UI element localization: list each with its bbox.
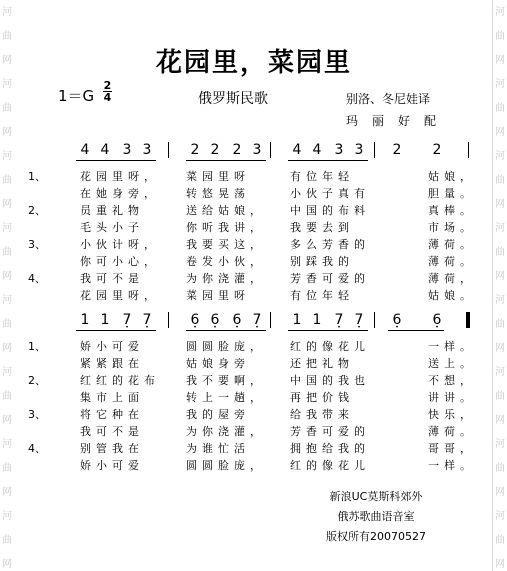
- beam-underline: [288, 160, 368, 161]
- lyric-segment: 我不要啊，: [186, 374, 266, 387]
- lyric-segment: 我要买这，: [186, 238, 266, 251]
- lyric-segment: 你听我讲，: [186, 221, 266, 234]
- lyric-segment: 一样。: [428, 340, 476, 353]
- note: 7 •: [250, 312, 264, 328]
- lyric-segment: 拥抱给我的: [290, 442, 370, 455]
- note: 6 •: [430, 312, 444, 328]
- verse-number: 3、: [28, 408, 46, 421]
- beam-underline: [186, 330, 266, 331]
- watermark-glyph: 网: [495, 55, 505, 66]
- lyric-segment: 真棒。: [428, 204, 476, 217]
- lyric-segment: 红的像花儿: [290, 340, 370, 353]
- watermark-glyph: 网: [2, 559, 12, 570]
- note: 3: [334, 142, 344, 158]
- lyric-segment: 送给姑娘，: [186, 204, 266, 217]
- lyric-segment: 讲讲。: [428, 391, 476, 404]
- watermark-glyph: 曲: [2, 103, 12, 114]
- watermark-glyph: 河: [2, 439, 12, 450]
- lyric-segment: 市场。: [428, 221, 476, 234]
- watermark-glyph: 曲: [495, 103, 505, 114]
- lyric-segment: 卷发小伙，: [186, 255, 266, 268]
- lyric-segment: 将它种在: [80, 408, 144, 421]
- lyric-segment: 转上一趟，: [186, 391, 266, 404]
- lyric-segment: 为你浇灌，: [186, 425, 266, 438]
- watermark-glyph: 网: [2, 127, 12, 138]
- watermark-glyph: 河: [2, 7, 12, 18]
- lyric-segment: 姑娘，: [428, 170, 476, 183]
- footer-line-3: 版权所有20070527: [326, 530, 426, 543]
- lyric-segment: 花园里呀，: [80, 289, 160, 302]
- note: 2: [232, 142, 242, 158]
- lyric-segment: 不想，: [428, 374, 476, 387]
- lyric-segment: 菜园里呀: [186, 170, 250, 183]
- note: 2: [392, 142, 402, 158]
- note: 6 •: [390, 312, 404, 328]
- lyric-segment: 中国的布料: [290, 204, 370, 217]
- lyric-segment: 娇小可爱: [80, 340, 144, 353]
- footer-line-1: 新浪UC莫斯科郊外: [329, 490, 423, 503]
- lyric-segment: 我要去到: [290, 221, 354, 234]
- lyric-segment: 我的屋旁: [186, 408, 250, 421]
- watermark-glyph: 曲: [495, 391, 505, 402]
- note: 3: [252, 142, 262, 158]
- watermark-glyph: 网: [495, 343, 505, 354]
- lyric-segment: 员重礼物: [80, 204, 144, 217]
- lyric-segment: 薄荷。: [428, 425, 476, 438]
- lyric-segment: 红的像花儿: [290, 459, 370, 472]
- watermark-glyph: 河: [495, 511, 505, 522]
- note: 7 •: [120, 312, 134, 328]
- beam-underline: [186, 160, 266, 161]
- lyric-segment: 姑娘身旁: [186, 357, 250, 370]
- watermark-glyph: 网: [495, 271, 505, 282]
- watermark-glyph: 网: [495, 559, 505, 570]
- key-signature: 1＝G: [58, 87, 95, 105]
- beam-underline: [388, 330, 444, 331]
- watermark-glyph: 曲: [2, 31, 12, 42]
- watermark-glyph: 河: [495, 439, 505, 450]
- barline: [168, 312, 169, 328]
- note: 4: [100, 142, 110, 158]
- watermark-glyph: 曲: [2, 175, 12, 186]
- lyric-segment: 有位年轻: [290, 289, 354, 302]
- lyric-segment: 转悠晃荡: [186, 187, 250, 200]
- lyric-segment: 集市上面: [80, 391, 144, 404]
- barline: [270, 312, 271, 328]
- verse-number: 3、: [28, 238, 46, 251]
- lyric-segment: 娇小可爱: [80, 459, 144, 472]
- watermark-glyph: 河: [495, 7, 505, 18]
- watermark-glyph: 网: [2, 415, 12, 426]
- lyric-segment: 多么芳香的: [290, 238, 370, 251]
- note: 3: [354, 142, 364, 158]
- lyric-segment: 送上。: [428, 357, 476, 370]
- lyric-segment: 再把价钱: [290, 391, 354, 404]
- lyric-segment: 小伙计呀，: [80, 238, 160, 251]
- time-numerator: 2: [103, 79, 112, 92]
- note: 7 •: [352, 312, 366, 328]
- note: 6 •: [188, 312, 202, 328]
- watermark-glyph: 河: [2, 295, 12, 306]
- watermark-glyph: 曲: [495, 31, 505, 42]
- watermark-glyph: 曲: [495, 463, 505, 474]
- note: 2: [432, 142, 442, 158]
- lyric-segment: 还把礼物: [290, 357, 354, 370]
- watermark-glyph: 曲: [495, 319, 505, 330]
- lyric-segment: 红红的花布: [80, 374, 160, 387]
- watermark-glyph: 曲: [495, 247, 505, 258]
- lyric-segment: 小伙子真有: [290, 187, 370, 200]
- lyric-segment: 芳香可爱的: [290, 425, 370, 438]
- watermark-glyph: 曲: [2, 247, 12, 258]
- lyric-segment: 花园里呀，: [80, 170, 160, 183]
- lyric-segment: 菜园里呀: [186, 289, 250, 302]
- lyric-segment: 一样。: [428, 459, 476, 472]
- watermark-glyph: 曲: [2, 535, 12, 546]
- time-signature: [103, 80, 112, 103]
- watermark-glyph: 网: [2, 343, 12, 354]
- lyric-segment: 中国的我也: [290, 374, 370, 387]
- barline: [468, 142, 469, 158]
- note: 6 •: [208, 312, 222, 328]
- footer-line-2: 俄苏歌曲语音室: [337, 510, 415, 523]
- note: 3: [122, 142, 132, 158]
- verse-number: 2、: [28, 204, 46, 217]
- barline: [374, 142, 375, 158]
- watermark-glyph: 曲: [2, 463, 12, 474]
- watermark-glyph: 网: [495, 127, 505, 138]
- note: 4: [312, 142, 322, 158]
- lyric-segment: 芳香可爱的: [290, 272, 370, 285]
- watermark-glyph: 河: [2, 79, 12, 90]
- watermark-glyph: 河: [495, 151, 505, 162]
- watermark-glyph: 河: [2, 223, 12, 234]
- watermark-glyph: 河: [495, 223, 505, 234]
- lyric-segment: 为谁忙活: [186, 442, 250, 455]
- verse-number: 1、: [28, 340, 46, 353]
- lyric-segment: 毛头小子: [80, 221, 144, 234]
- watermark-glyph: 曲: [2, 319, 12, 330]
- lyric-segment: 别管我在: [80, 442, 144, 455]
- watermark-glyph: 网: [495, 487, 505, 498]
- lyric-segment: 哥哥，: [428, 442, 476, 455]
- sheet-music: [16, 0, 492, 571]
- watermark-glyph: 网: [2, 199, 12, 210]
- watermark-glyph: 河: [2, 367, 12, 378]
- verse-number: 4、: [28, 442, 46, 455]
- watermark-glyph: 网: [2, 487, 12, 498]
- lyric-segment: 你可小心，: [80, 255, 160, 268]
- watermark-glyph: 河: [495, 367, 505, 378]
- watermark-glyph: 河: [495, 295, 505, 306]
- time-denominator: 4: [103, 91, 112, 104]
- arranger-credit: 玛丽好配: [346, 114, 451, 128]
- note: 3: [142, 142, 152, 158]
- lyric-segment: 我可不是: [80, 425, 144, 438]
- lyric-segment: 薄荷。: [428, 255, 476, 268]
- verse-number: 2、: [28, 374, 46, 387]
- note: 2: [190, 142, 200, 158]
- beam-underline: [288, 330, 368, 331]
- barline: [168, 142, 169, 158]
- note: 4: [80, 142, 90, 158]
- lyric-segment: 胆量。: [428, 187, 476, 200]
- translator-credit: 别洛、冬尼娃译: [346, 92, 431, 106]
- lyric-segment: 为你浇灌，: [186, 272, 266, 285]
- lyric-segment: 快乐，: [428, 408, 476, 421]
- lyric-segment: 在她身旁，: [80, 187, 160, 200]
- lyric-segment: 有位年轻: [290, 170, 354, 183]
- watermark-glyph: 网: [495, 199, 505, 210]
- barline: [374, 312, 375, 328]
- lyric-segment: 薄荷，: [428, 272, 476, 285]
- lyric-segment: 给我带来: [290, 408, 354, 421]
- final-barline: [466, 312, 470, 328]
- note: 1: [100, 312, 110, 328]
- watermark-right: [492, 0, 507, 571]
- lyric-segment: 我可不是: [80, 272, 144, 285]
- beam-underline: [76, 330, 156, 331]
- note: 2: [210, 142, 220, 158]
- watermark-glyph: 网: [2, 55, 12, 66]
- watermark-glyph: 曲: [2, 391, 12, 402]
- watermark-glyph: 曲: [495, 535, 505, 546]
- song-origin: 俄罗斯民歌: [198, 91, 268, 107]
- note: 7 •: [140, 312, 154, 328]
- verse-number: 1、: [28, 170, 46, 183]
- lyric-segment: 圆圆脸庞，: [186, 459, 266, 472]
- note: 1: [292, 312, 302, 328]
- watermark-glyph: 河: [2, 511, 12, 522]
- lyric-segment: 姑娘。: [428, 289, 476, 302]
- watermark-left: [0, 0, 14, 571]
- note: 4: [292, 142, 302, 158]
- lyric-segment: 别踩我的: [290, 255, 354, 268]
- note: 6 •: [230, 312, 244, 328]
- song-title: 花园里，菜园里: [155, 48, 352, 78]
- note: 1: [80, 312, 90, 328]
- note: 7 •: [332, 312, 346, 328]
- lyric-segment: 紧紧跟在: [80, 357, 144, 370]
- watermark-glyph: 河: [2, 151, 12, 162]
- lyric-segment: 薄荷。: [428, 238, 476, 251]
- note: 1: [312, 312, 322, 328]
- watermark-glyph: 河: [495, 79, 505, 90]
- verse-number: 4、: [28, 272, 46, 285]
- beam-underline: [76, 160, 156, 161]
- watermark-glyph: 网: [495, 415, 505, 426]
- lyric-segment: 圆圆脸庞，: [186, 340, 266, 353]
- barline: [270, 142, 271, 158]
- watermark-glyph: 曲: [495, 175, 505, 186]
- watermark-glyph: 网: [2, 271, 12, 282]
